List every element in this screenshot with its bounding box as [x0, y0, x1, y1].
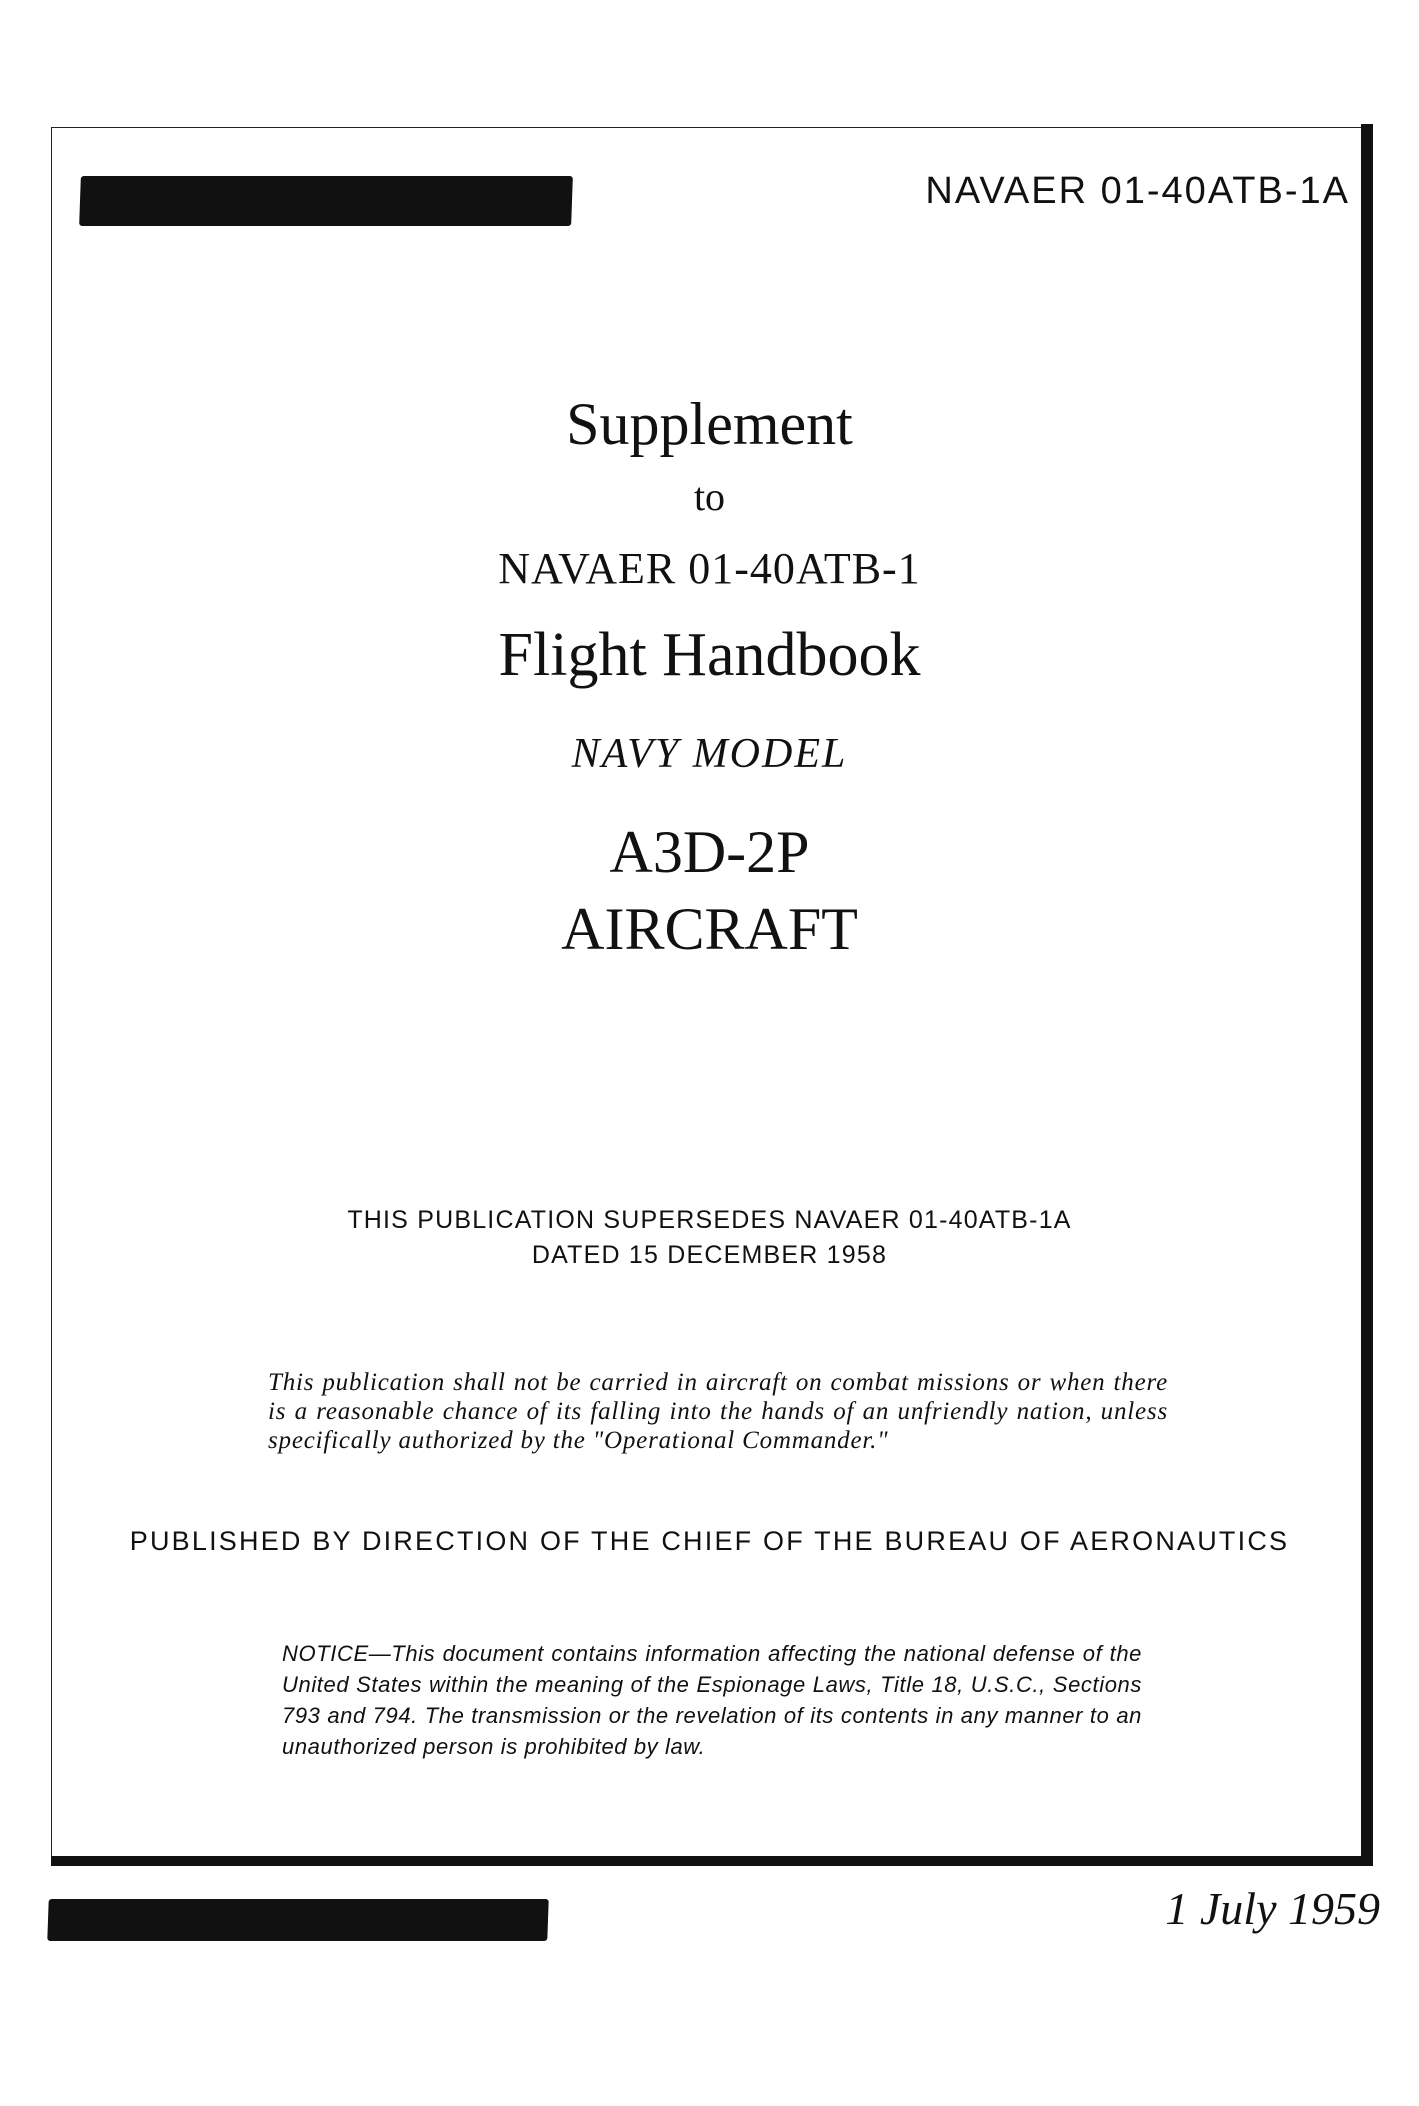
supersedes-line-2: DATED 15 DECEMBER 1958 — [531, 1241, 888, 1269]
frame-bottom-bar — [51, 1856, 1373, 1866]
redacted-classification-top — [79, 176, 573, 226]
published-by: PUBLISHED BY DIRECTION OF THE CHIEF OF THE BUREAU OF AERONAUTICS — [129, 1526, 1290, 1556]
title-supplement: Supplement — [566, 391, 853, 457]
carriage-warning: This publication shall not be carried in aircraft on combat missions or when there is a reasonable chance of its falling into the hands of an unfriendly nation, unless specifically authorized by the "Operational Commander." — [268, 1369, 1168, 1454]
title-flight-handbook: Flight Handbook — [498, 621, 921, 689]
page-frame — [51, 127, 1365, 1866]
title-aircraft: AIRCRAFT — [561, 896, 858, 962]
frame-right-bar — [1361, 124, 1373, 1861]
title-model: A3D-2P — [609, 819, 810, 885]
title-navy-model: NAVY MODEL — [571, 731, 848, 777]
espionage-notice: NOTICE—This document contains information affecting the national defense of the United States within the meaning of the Espionage Laws, Title 18, U.S.C., Sections 793 and 794. The transmission or the revelation of its contents in any manner to an unauthorized person is prohibited by law. — [282, 1641, 1142, 1759]
supersedes-line-1: THIS PUBLICATION SUPERSEDES NAVAER 01-40ATB-1A — [347, 1206, 1072, 1234]
title-to: to — [693, 474, 726, 519]
document-number: NAVAER 01-40ATB-1A — [925, 170, 1350, 212]
title-reference: NAVAER 01-40ATB-1 — [498, 544, 921, 593]
redacted-classification-bottom — [47, 1899, 548, 1941]
publication-date: 1 July 1959 — [1165, 1883, 1380, 1934]
